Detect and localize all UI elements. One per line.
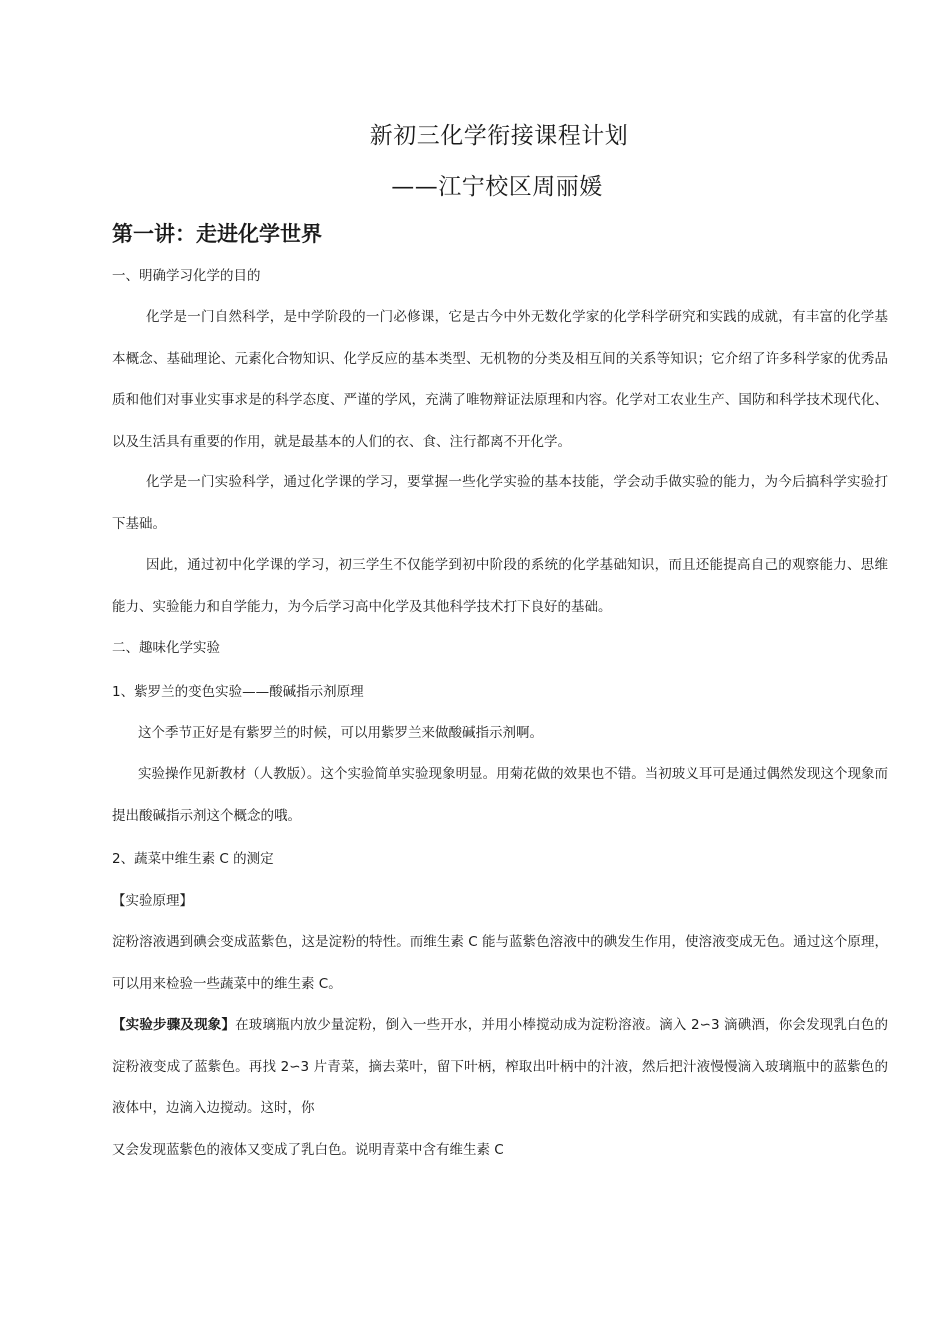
section-2-heading: 二、趣味化学实验 xyxy=(112,640,220,656)
steps-paragraph xyxy=(112,1005,888,1130)
section-1-paragraph-3: 因此，通过初中化学课的学习，初三学生不仅能学到初中阶段的系统的化学基础知识，而且还能提高自己的观察能力、思维能力、实验能力和自学能力，为今后学习高中化学及其他科学技术打下良好的基础。 xyxy=(112,557,888,615)
steps-label: 【实验步骤及现象】 xyxy=(112,1017,236,1033)
section-1-paragraph-1: 化学是一门自然科学，是中学阶段的一门必修课，它是古今中外无数化学家的化学科学研究和实践的成就，有丰富的化学基本概念、基础理论、元素化合物知识、化学反应的基本类型、无机物的分类及相互间的关系等知识；它介绍了许多科学家的优秀品质和他们对事业实事求是的科学态度、严谨的学风，充满了唯物辩证法原理和内容。化学对工农业生产、国防和科学技术现代化、以及生活具有重要的作用，就是最基本的人们的衣、食、注行都离不开化学。 xyxy=(112,309,888,450)
principle-paragraph: 淀粉溶液遇到碘会变成蓝紫色，这是淀粉的特性。而维生素 C 能与蓝紫色溶液中的碘发生作用，使溶液变成无色。通过这个原理，可以用来检验一些蔬菜中的维生素 C。 xyxy=(112,934,888,992)
experiment-2-heading: 2、蔬菜中维生素 C 的测定 xyxy=(112,851,274,867)
section-1-paragraph-2: 化学是一门实验科学，通过化学课的学习，要掌握一些化学实验的基本技能，学会动手做实验的能力，为今后搞科学实验打下基础。 xyxy=(112,474,888,532)
lecture-heading: 第一讲：走进化学世界 xyxy=(112,222,322,246)
final-line: 又会发现蓝紫色的液体又变成了乳白色。说明青菜中含有维生素 C xyxy=(112,1142,504,1158)
document-title: 新初三化学衔接课程计划 xyxy=(369,123,629,149)
principle-label: 【实验原理】 xyxy=(112,893,193,909)
experiment-1-paragraph-2: 实验操作见新教材（人教版）。这个实验简单实验现象明显。用菊花做的效果也不错。当初玻义耳可是通过偶然发现这个现象而提出酸碱指示剂这个概念的哦。 xyxy=(112,766,888,824)
experiment-1-heading: 1、紫罗兰的变色实验——酸碱指示剂原理 xyxy=(112,684,364,700)
section-1-heading: 一、明确学习化学的目的 xyxy=(112,268,261,284)
document-subtitle: ——江宁校区周丽媛 xyxy=(391,174,603,200)
experiment-1-paragraph-1: 这个季节正好是有紫罗兰的时候，可以用紫罗兰来做酸碱指示剂啊。 xyxy=(138,725,543,741)
steps-text: 在玻璃瓶内放少量淀粉，倒入一些开水，并用小棒搅动成为淀粉溶液。滴入 2∽3 滴碘酒，你会发现乳白色的淀粉液变成了蓝紫色。再找 2∽3 片青菜，摘去菜叶，留下叶柄，榨取出叶柄中的汁液，然后把汁液慢慢滴入玻璃瓶中的蓝紫色的液体中，边滴入边搅动。这时，你 xyxy=(112,1017,888,1116)
